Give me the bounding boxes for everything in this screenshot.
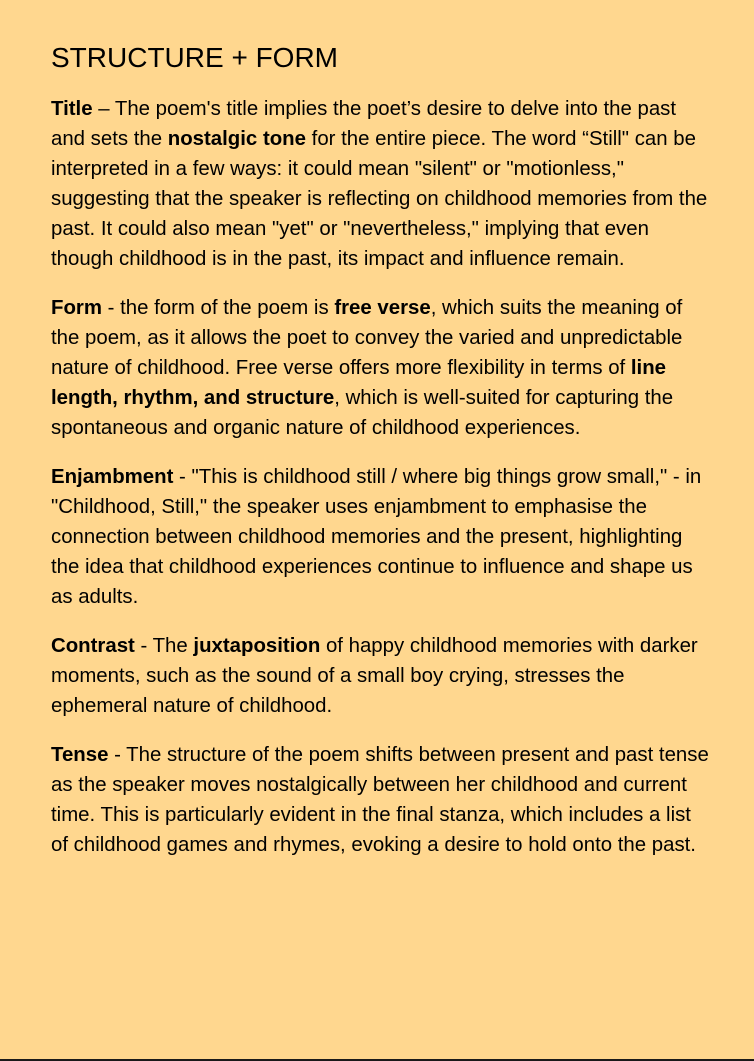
- section-title-emphasis: nostalgic tone: [167, 128, 306, 151]
- section-form-text: , which suits the meaning of the poem, as it allows the poet to convey the varied and unpredictable nature of childhood. Free verse offers more flexibility in terms of: [51, 297, 683, 380]
- section-form-text: - the form of the poem is: [101, 297, 335, 320]
- section-contrast-text: - The: [134, 635, 194, 658]
- section-title-text: – The poem's title implies the poet’s desire to delve into the past and sets the: [51, 98, 677, 151]
- section-enjambment: [51, 462, 711, 612]
- section-tense-text: - The structure of the poem shifts between present and past tense as the speaker moves nostalgically between her childhood and current time. This is particularly evident in the final stanza, which includes a list of childhood games and rhymes, evoking a desire to hold onto the past.: [51, 744, 709, 857]
- section-tense-term: Tense: [51, 744, 109, 767]
- section-contrast-term: Contrast: [51, 635, 135, 658]
- section-tense: [51, 740, 711, 860]
- section-form-emphasis: free verse: [334, 297, 431, 320]
- section-form-emphasis: line length, rhythm, and structure: [51, 357, 667, 410]
- section-contrast-text: of happy childhood memories with darker moments, such as the sound of a small boy crying, stresses the ephemeral nature of childhood.: [51, 635, 698, 718]
- section-enjambment-text: - "This is childhood still / where big things grow small," - in "Childhood, Still," the speaker uses enjambment to emphasise the connection between childhood memories and the present, highlighting the idea that childhood experiences continue to influence and shape us as adults.: [51, 466, 702, 609]
- section-contrast-emphasis: juxtaposition: [193, 635, 321, 658]
- page-title: STRUCTURE + FORM: [51, 42, 338, 73]
- document-page: [51, 42, 711, 879]
- section-title-text: for the entire piece. The word “Still" can be interpreted in a few ways: it could mean "silent" or "motionless," suggesting that the speaker is reflecting on childhood memories from the past. It could also mean "yet" or "nevertheless," implying that even though childhood is in the past, its impact and influence remain.: [51, 128, 708, 271]
- section-contrast: [51, 631, 711, 721]
- section-form: [51, 293, 711, 443]
- section-enjambment-term: Enjambment: [51, 466, 174, 489]
- section-form-text: , which is well-suited for capturing the spontaneous and organic nature of childhood experiences.: [51, 387, 674, 440]
- section-title-term: Title: [51, 98, 93, 121]
- section-title: [51, 94, 711, 274]
- section-form-term: Form: [51, 297, 102, 320]
